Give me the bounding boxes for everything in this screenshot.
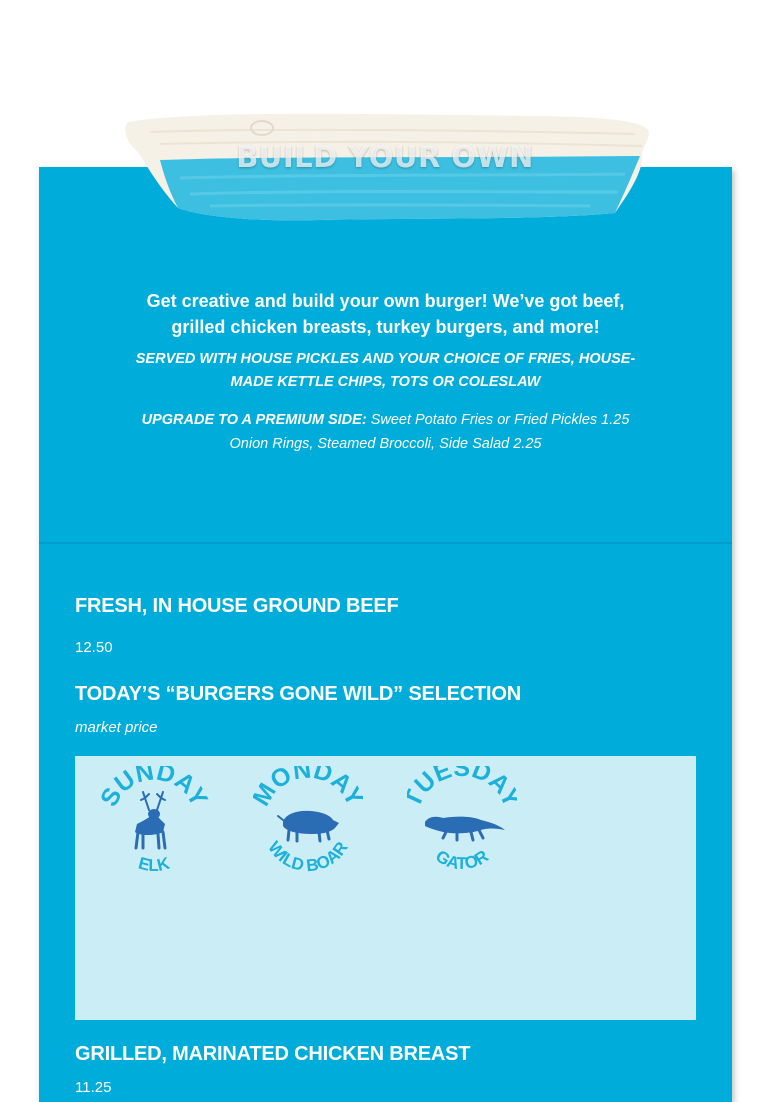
menu-item-title-beef: FRESH, IN HOUSE GROUND BEEF [75, 595, 399, 617]
premium-side-note [126, 408, 646, 456]
gator-icon [425, 817, 505, 840]
menu-item-title-wild: TODAY’S “BURGERS GONE WILD” SELECTION [75, 683, 521, 705]
section-divider [39, 542, 732, 544]
elk-icon [135, 792, 165, 848]
badge-day-label: UESDA [409, 766, 514, 800]
boar-icon [278, 811, 339, 841]
upgrade-line-2: Onion Rings, Steamed Broccoli, Side Salad 2.25 [229, 436, 542, 452]
badge-meat-label: GATOR [432, 846, 492, 874]
intro-description: Get creative and build your own burger! We’ve got beef, grilled chicken breasts, turkey burgers, and more! [146, 291, 625, 337]
menu-item-price-chicken: 11.25 [75, 1079, 112, 1096]
badge-meat-label: WILD BOAR [264, 837, 352, 876]
badge-monday [253, 766, 363, 876]
badge-day-label: ONDA [265, 766, 356, 798]
sides-note: SERVED WITH HOUSE PICKLES AND YOUR CHOICE OF FRIES, HOUSE-MADE KETTLE CHIPS, TOTS OR COLESLAW [135, 351, 636, 390]
upgrade-label: UPGRADE TO A PREMIUM SIDE: [141, 412, 367, 428]
intro-block [39, 288, 732, 456]
menu-item-price-wild: market price [75, 719, 158, 736]
badge-day-label: UNDA [109, 766, 199, 799]
badge-meat-label: ELK [136, 853, 172, 876]
upgrade-line-1: Sweet Potato Fries or Fried Pickles 1.25 [370, 412, 630, 428]
badge-tuesday [407, 766, 517, 876]
menu-item-title-chicken: GRILLED, MARINATED CHICKEN BREAST [75, 1043, 471, 1065]
wild-selection-box [75, 756, 696, 1020]
badge-sunday [99, 766, 209, 876]
menu-item-price-beef: 12.50 [75, 639, 113, 656]
section-title: BUILD YOUR OWN [236, 140, 534, 174]
